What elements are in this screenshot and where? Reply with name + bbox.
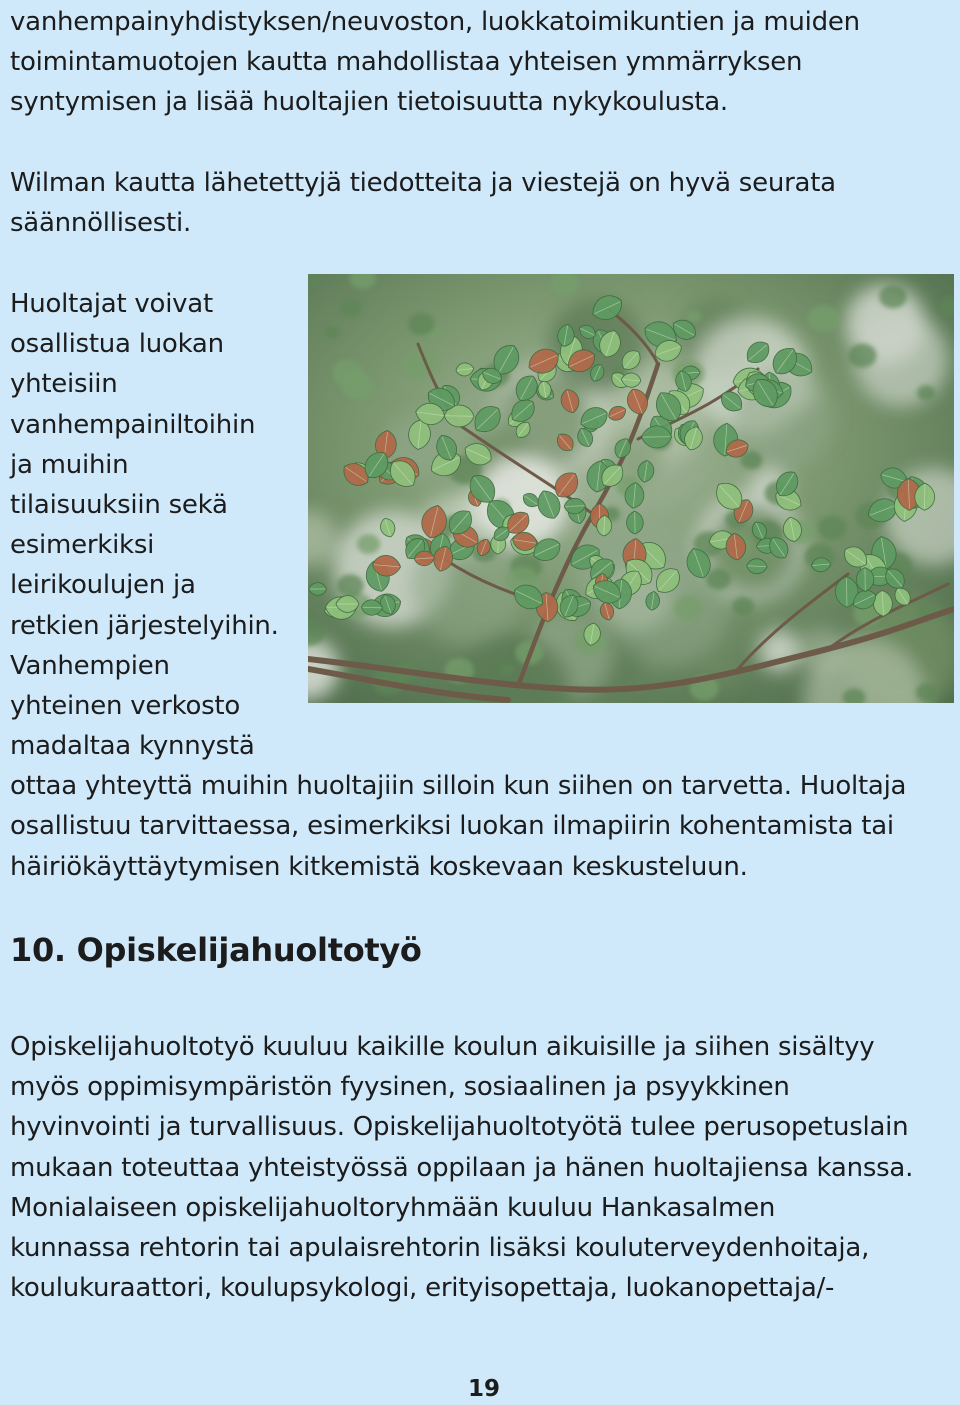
background-leaf — [340, 299, 361, 317]
leaf — [309, 583, 327, 596]
text-line: koulukuraattori, koulupsykologi, erityisopettaja, luokanopettaja/- — [10, 1273, 835, 1304]
background-leaf — [808, 305, 840, 332]
section-heading: 10. Opiskelijahuoltotyö — [10, 931, 422, 969]
text-line: leirikoulujen ja — [10, 570, 196, 601]
text-line: toimintamuotojen kautta mahdollistaa yhteisen ymmärryksen — [10, 47, 803, 78]
text-line: retkien järjestelyihin. — [10, 610, 279, 641]
background-leaf — [357, 534, 380, 554]
text-line: myös oppimisympäristön fyysinen, sosiaalinen ja psyykkinen — [10, 1072, 790, 1103]
text-line: osallistua luokan — [10, 329, 224, 360]
text-line: vanhempainyhdistyksen/neuvoston, luokkatoimikuntien ja muiden — [10, 7, 860, 37]
text-line: ottaa yhteyttä muihin huoltajiin silloin kun siihen on tarvetta. Huoltaja — [10, 771, 907, 802]
text-line: Wilman kautta lähetettyjä tiedotteita ja viestejä on hyvä seurata — [10, 168, 836, 198]
background-leaf — [916, 683, 937, 701]
background-leaf — [674, 596, 702, 620]
text-line: esimerkiksi — [10, 530, 155, 561]
background-leaf — [500, 663, 514, 675]
page-number: 19 — [467, 1376, 500, 1402]
background-leaf — [879, 285, 907, 309]
text-line: säännöllisesti. — [10, 208, 191, 239]
text-line: vanhempainiltoihin — [10, 409, 256, 440]
aspen-branch-photo — [308, 274, 954, 703]
text-line: Monialaiseen opiskelijahuoltoryhmään kuuluu Hankasalmen — [10, 1192, 776, 1223]
text-line: Huoltajat voivat — [10, 289, 213, 319]
paragraph-wilma — [10, 163, 836, 243]
background-leaf — [341, 373, 374, 401]
paragraph-parent-association — [10, 2, 860, 123]
background-leaf — [818, 516, 847, 541]
background-leaf — [917, 385, 935, 400]
text-line: madaltaa kynnystä — [10, 731, 255, 762]
photo-illustration — [308, 274, 954, 703]
text-line: Opiskelijahuoltotyö kuuluu kaikille koulun aikuisille ja siihen sisältyy — [10, 1032, 875, 1062]
text-line: mukaan toteuttaa yhteistyössä oppilaan ja hänen huoltajiensa kanssa. — [10, 1152, 914, 1183]
background-leaf — [848, 344, 876, 368]
text-line: ja muihin — [10, 449, 129, 480]
text-line: yhteisiin — [10, 369, 118, 400]
background-leaf — [324, 326, 340, 339]
background-leaf — [732, 597, 754, 616]
text-line: Vanhempien — [10, 650, 170, 681]
text-line: kunnassa rehtorin tai apulaisrehtorin lisäksi kouluterveydenhoitaja, — [10, 1232, 870, 1263]
text-line: yhteinen verkosto — [10, 690, 241, 721]
background-leaf — [337, 574, 364, 597]
text-line: hyvinvointi ja turvallisuus. Opiskelijahuoltotyötä tulee perusopetuslain — [10, 1112, 909, 1143]
text-line: osallistuu tarvittaessa, esimerkiksi luokan ilmapiirin kohentamista tai — [10, 811, 894, 842]
background-leaf — [706, 569, 731, 590]
text-line: tilaisuuksiin sekä — [10, 489, 228, 520]
paragraph-student-welfare — [10, 1027, 913, 1308]
text-line: häiriökäyttäytymisen kitkemistä koskevaan keskusteluun. — [10, 851, 748, 882]
background-leaf — [408, 313, 435, 336]
text-line: syntymisen ja lisää huoltajien tietoisuutta nykykoulusta. — [10, 87, 728, 118]
